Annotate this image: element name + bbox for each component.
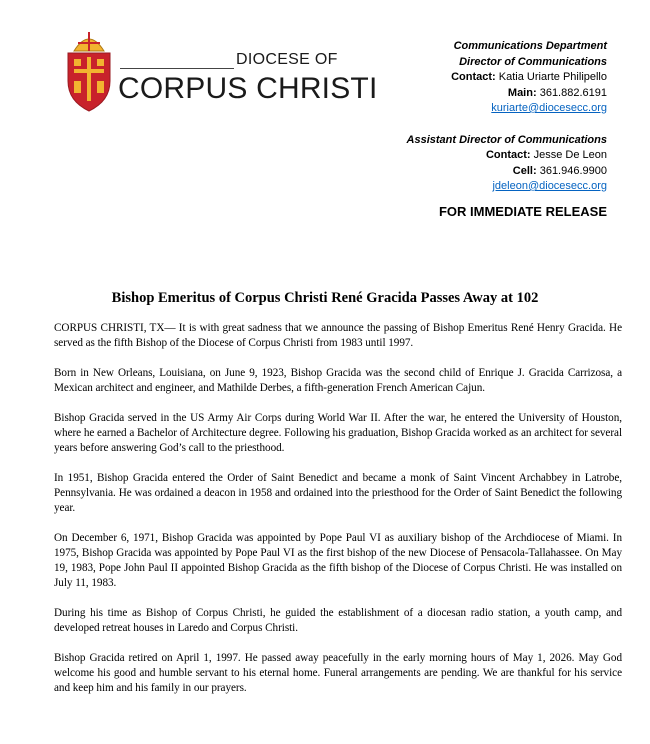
contact2-line (347, 148, 607, 164)
contact1-line (347, 70, 607, 86)
diocese-crest-icon (64, 29, 114, 113)
diocese-logo (64, 29, 378, 113)
logo-divider (120, 68, 234, 69)
main-phone-line (347, 86, 607, 102)
paragraph: On December 6, 1971, Bishop Gracida was appointed by Pope Paul VI as auxiliary bishop of the Archdiocese of Miami. In 1975, Bishop Gracida was appointed by Pope Paul VI as the first bishop of the new Diocese of Pensacola-Tallahassee. On May 19, 1983, Pope John Paul II appointed Bishop Gracida as the fifth bishop of the Diocese of Corpus Christi. He was installed on July 11, 1983. (54, 532, 622, 589)
paragraph: During his time as Bishop of Corpus Christi, he guided the establishment of a diocesan radio station, a youth camp, and developed retreat houses in Laredo and Corpus Christi. (54, 607, 622, 634)
department-name: Communications Department (453, 40, 607, 52)
press-release-body (54, 321, 622, 711)
email-link-2[interactable]: jdeleon@diocesecc.org (492, 180, 607, 192)
logo-org-line2: CORPUS CHRISTI (118, 72, 378, 105)
cell-phone: 361.946.9900 (539, 164, 607, 177)
contact2-label: Contact: (485, 149, 531, 161)
paragraph: Bishop Gracida served in the US Army Air Corps during World War II. After the war, he entered the University of Houston, where he earned a Bachelor of Architecture degree. Following his graduation, Bishop Gracida worked as an architect for several years before answering God’s call to the priesthood. (54, 412, 622, 454)
paragraph: Born in New Orleans, Louisiana, on June 9, 1923, Bishop Gracida was the second child of Enrique J. Gracida Carrizosa, a Mexican architect and engineer, and Mathilde Derbes, a fifth-generation French American Cajun. (54, 367, 622, 394)
paragraph: In 1951, Bishop Gracida entered the Order of Saint Benedict and became a monk of Saint Vincent Archabbey in Latrobe, Pennsylvania. He was ordained a deacon in 1958 and ordained into the priesthood for the Order of Saint Benedict the following year. (54, 472, 622, 514)
contact1-label: Contact: (451, 71, 496, 83)
release-notice: FOR IMMEDIATE RELEASE (438, 204, 607, 219)
contact1-name: Katia Uriarte Philipello (498, 71, 607, 83)
assistant-title: Assistant Director of Communications (406, 133, 607, 146)
cell-label: Cell: (512, 164, 537, 177)
main-label: Main: (507, 86, 537, 99)
director-title: Director of Communications (459, 55, 607, 68)
paragraph: Bishop Gracida retired on April 1, 1997. He passed away peacefully in the early morning hours of May 1, 2026. May God welcome his good and humble servant to his eternal home. Funeral arrangements are pending. We are thankful for his service and keep him and his family in our prayers. (54, 652, 622, 694)
cell-phone-line (347, 164, 607, 180)
main-phone: 361.882.6191 (539, 86, 607, 99)
email-link-1[interactable]: kuriarte@diocesecc.org (491, 102, 607, 114)
paragraph: CORPUS CHRISTI, TX— It is with great sadness that we announce the passing of Bishop Emeritus René Henry Gracida. He served as the fifth Bishop of the Diocese of Corpus Christi from 1983 until 1997. (54, 322, 622, 349)
press-release-headline: Bishop Emeritus of Corpus Christi René Gracida Passes Away at 102 (111, 290, 539, 306)
contact-block (347, 39, 607, 195)
logo-org-line1: DIOCESE OF (236, 51, 338, 68)
contact2-name: Jesse De Leon (533, 149, 607, 161)
